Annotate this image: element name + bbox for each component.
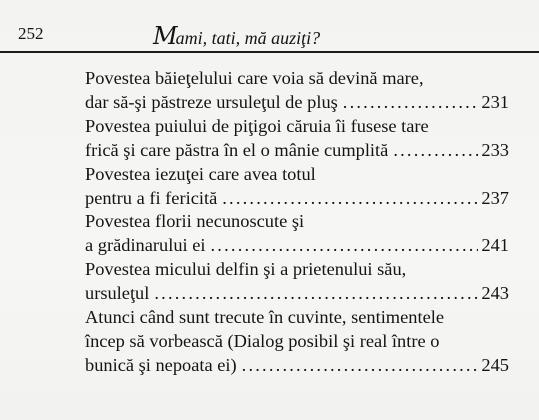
running-title-initial: M [153, 22, 176, 50]
toc-entry-title-line: Povestea puiului de piţigoi căruia îi fusese tare [85, 115, 429, 136]
toc-entry-line [85, 306, 509, 330]
dot-leader [222, 187, 478, 211]
toc-entry [85, 67, 509, 115]
running-title [153, 22, 320, 50]
toc-entry [85, 163, 509, 211]
toc-entry-line [85, 234, 509, 258]
toc-entry-title-line: încep să vorbească (Dialog posibil şi real între o [85, 330, 440, 351]
toc-entry [85, 210, 509, 258]
toc-entry-line [85, 163, 509, 187]
toc-entry-title-line: ursuleţul [85, 283, 150, 304]
toc-entry-title-line: Povestea băieţelului care voia să devină mare, [85, 68, 424, 88]
toc-entry-line [85, 258, 509, 282]
dot-leader [393, 139, 478, 163]
toc-entry-line [85, 330, 509, 354]
toc-entry-page: 243 [481, 283, 509, 304]
toc-entry-title-line: pentru a fi fericită [85, 187, 218, 208]
toc-entry-line [85, 210, 509, 234]
toc-entry-line [85, 91, 509, 115]
toc-entry-title-line: a grădinarului ei [85, 235, 206, 256]
dot-leader [211, 234, 479, 258]
toc-entry-title-line: Povestea micului delfin şi a prietenului său, [85, 259, 407, 280]
toc-entry-page: 231 [481, 91, 509, 112]
toc-entry [85, 258, 509, 306]
toc-entry-page: 245 [481, 354, 509, 375]
dot-leader [242, 354, 479, 378]
toc-entry-page: 241 [481, 235, 509, 256]
toc-entry-title-line: Povestea iezuţei care avea totul [85, 163, 316, 184]
toc-entry-line [85, 354, 509, 378]
header-rule [0, 51, 539, 53]
toc-entry [85, 115, 509, 163]
toc-entry-title-line: dar să-şi păstreze ursuleţul de pluş [85, 91, 338, 112]
dot-leader [154, 282, 478, 306]
toc-entry-line [85, 187, 509, 211]
toc-entry-page: 233 [481, 139, 509, 160]
toc-entry-title-line: bunică şi nepoata ei) [85, 354, 237, 375]
running-title-text: ami, tati, mă auziţi? [175, 28, 321, 48]
toc-entry-title-line: Povestea florii necunoscute şi [85, 211, 305, 232]
toc-entry-line [85, 282, 509, 306]
toc-entry-line [85, 67, 509, 91]
dot-leader [343, 91, 479, 115]
toc-entry-line [85, 139, 509, 163]
toc-entry-page: 237 [481, 187, 509, 208]
toc-entry-title-line: Atunci când sunt trecute în cuvinte, sentimentele [85, 307, 445, 328]
page-header [18, 22, 521, 48]
toc-entry-title-line: frică şi care păstra în el o mânie cumplită [85, 139, 389, 160]
toc-entry [85, 306, 509, 378]
table-of-contents [85, 67, 509, 378]
toc-entry-line [85, 115, 509, 139]
page-number: 252 [18, 24, 44, 43]
